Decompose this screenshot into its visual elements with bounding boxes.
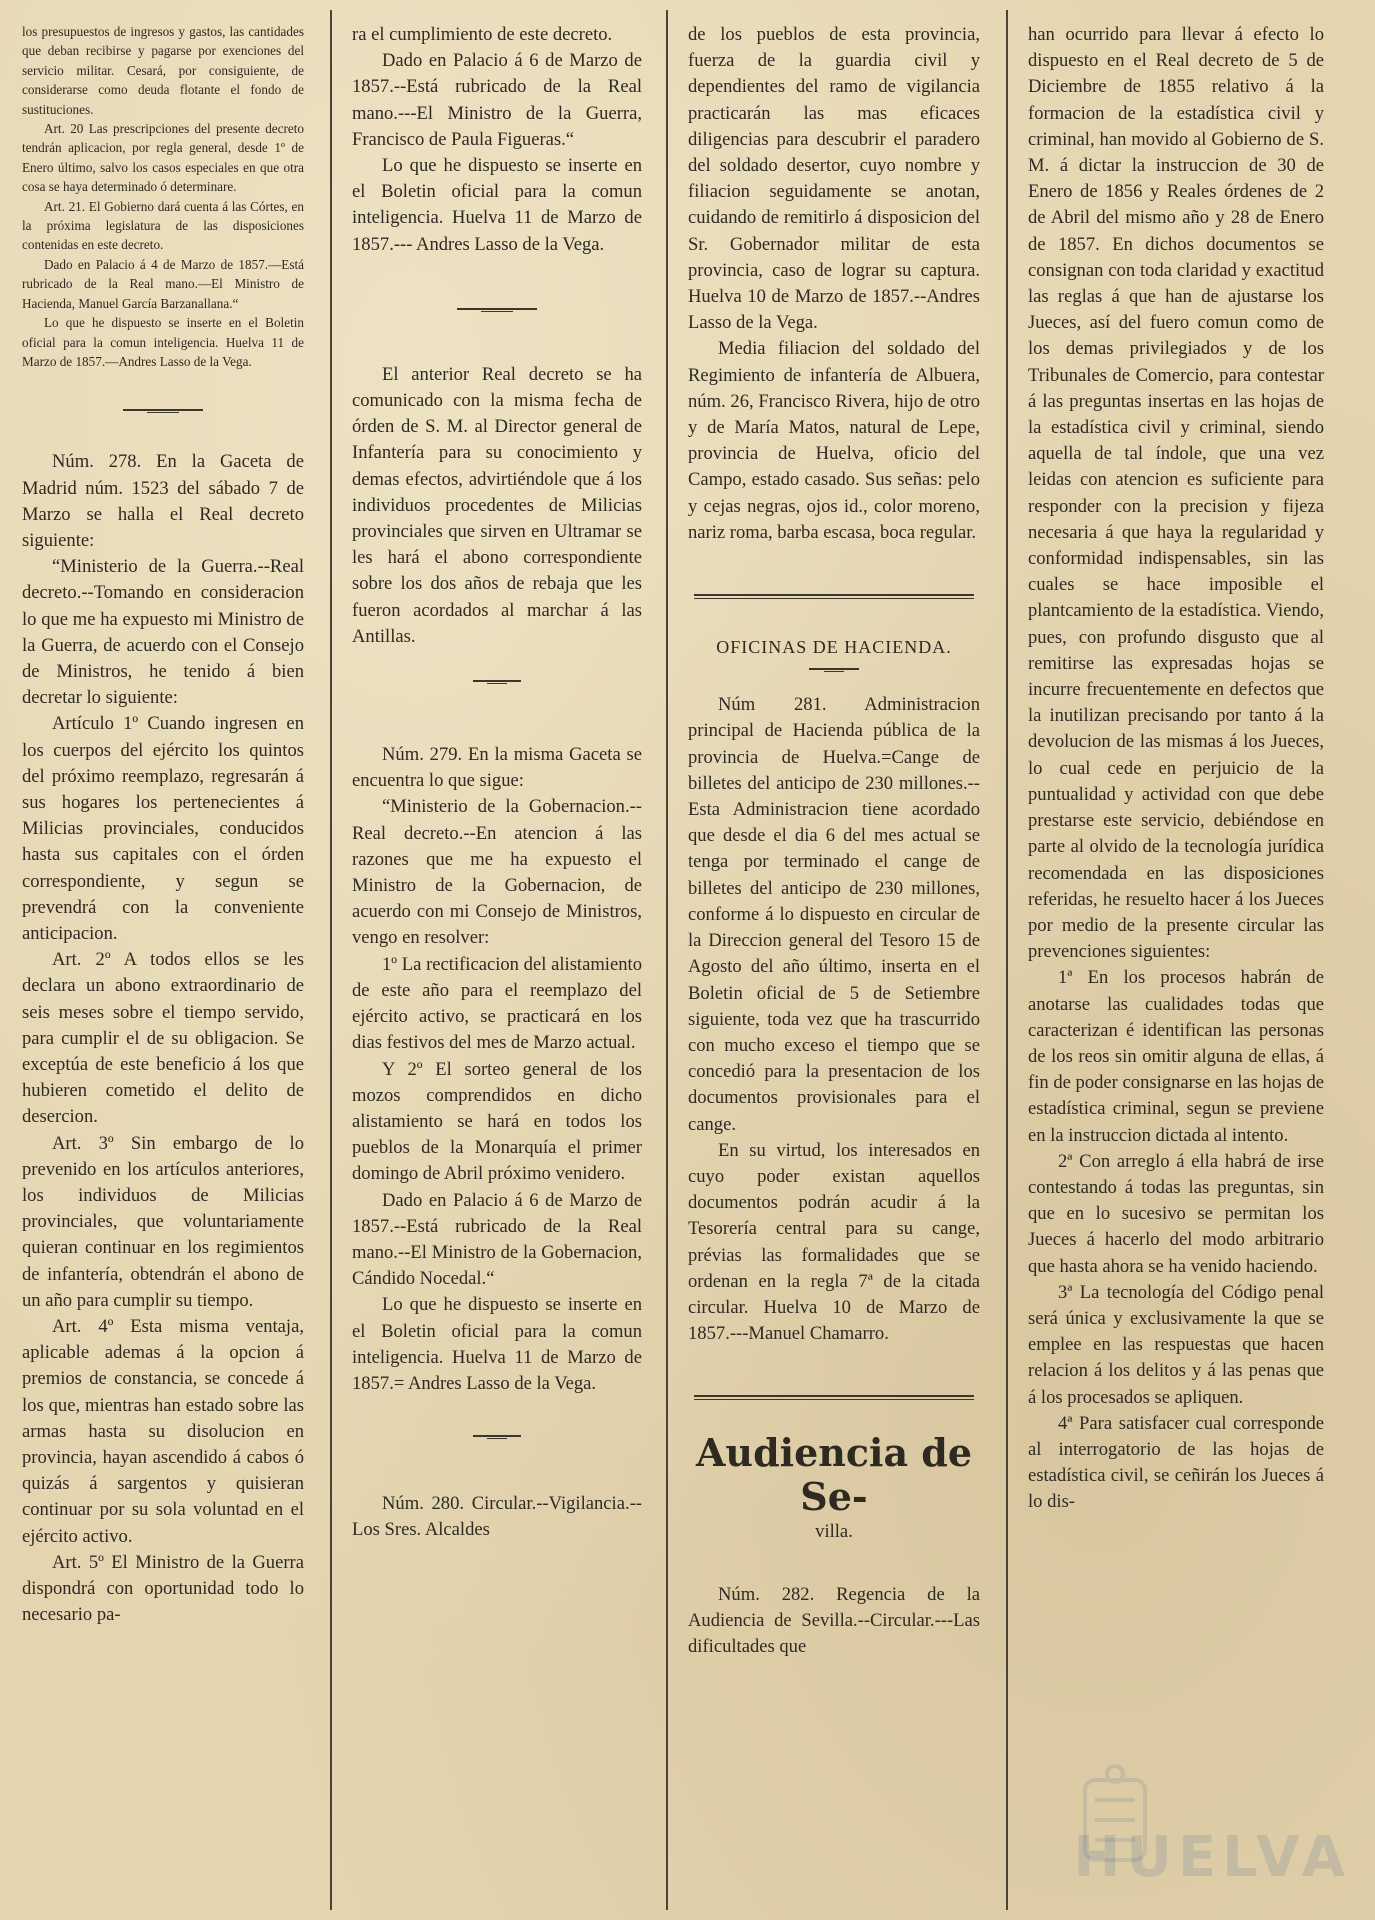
section-separator xyxy=(473,1435,521,1439)
article-block xyxy=(688,1582,980,1661)
small-print-block xyxy=(22,22,304,371)
column-rule xyxy=(1006,10,1008,1910)
paragraph: ra el cumplimiento de este decreto. xyxy=(352,24,613,45)
article-block xyxy=(352,1491,642,1543)
paragraph: de los pueblos de esta provincia, fuerza de la guardia civil y dependientes del ramo de vigilancia practicarán las mas eficaces diligencias para descubrir el paradero del soldado desertor, cuyo nombre y filiacion seguidamente se anotan, cuidando de remitirlo á disposicion del Sr. Gobernador militar de esta provincia, caso de lograr su captura. Huelva 10 de Marzo de 1857.--Andres Lasso de la Vega. xyxy=(688,24,980,334)
article-block xyxy=(1028,22,1324,1516)
paragraph: Art. 5º El Ministro de la Guerra dispondrá con oportunidad todo lo necesario pa- xyxy=(22,1551,304,1626)
watermark-text: HUELVA xyxy=(1073,1825,1351,1890)
paragraph: Núm 281. Administracion principal de Hacienda pública de la provincia de Huelva.=Cange de billetes del anticipo de 230 millones.--Esta Administracion tiene acordado que desde el dia 6 del mes actual se tenga por terminado el cange de billetes del anticipo de 230 millones, conforme á lo dispuesto en circular de la Direccion general del Tesoro 15 de Agosto del año último, inserta en el Boletin oficial de 5 de Setiembre siguiente, toda vez que ha trascurrido con mucho exceso el tiempo que se concedió para la presentacion de los documentos provisionales para el cange. xyxy=(688,694,980,1135)
section-heading: OFICINAS DE HACIENDA. xyxy=(716,637,952,658)
article-block xyxy=(688,692,980,1347)
paragraph: han ocurrido para llevar á efecto lo dispuesto en el Real decreto de 5 de Diciembre de 1855 relativo á la formacion de la estadística civil y criminal, han movido al Gobierno de S. M. á dictar la instruccion de 30 de Enero de 1856 y Reales órdenes de 2 de Abril del mismo año y 28 de Enero de 1857. En dichos documentos se consignan con toda claridad y exactitud las reglas á que han de ajustarse los Jueces, así del fuero comun como de los demas privilegiados y de los Tribunales de Comercio, para contestar á las preguntas insertas en las hojas de la estadística civil y criminal, siendo aquella de tal índole, que una vez leidas con atencion es suficiente para responder con la precision y fijeza necesaria á que haya la regularidad y conformidad indispensables, sin las cuales se hace imposible el plantcamiento de la estadística. Viendo, pues, con profundo disgusto que al remitirse las expresadas hojas se incurre frecuentemente en defectos que la inutilizan precisando por tanto á la devolucion de las mismas á los Jueces, lo cual cede en perjuicio de la puntualidad y actividad con que debe prestarse este servicio, debiéndose en parte al olvido de la tecnología jurídica recomendada en las disposiciones referidas, he resuelto hacer á los Jueces por medio de la presente circular las prevenciones siguientes: xyxy=(1028,24,1324,963)
column-3 xyxy=(688,22,980,1912)
paragraph: Dado en Palacio á 6 de Marzo de 1857.--Está rubricado de la Real mano.---El Ministro de la Guerra, Francisco de Paula Figueras.“ xyxy=(352,50,642,150)
paragraph: Y 2º El sorteo general de los mozos comprendidos en dicho alistamiento se hará en todos los pueblos de la Monarquía el primer domingo de Abril próximo venidero. xyxy=(352,1058,642,1185)
paragraph: 1º La rectificacion del alistamiento de este año para el reemplazo del ejército activo, se practicará en los dias festivos del mes de Marzo actual. xyxy=(352,953,642,1054)
paragraph: Dado en Palacio á 4 de Marzo de 1857.—Está rubricado de la Real mano.—El Ministro de Hacienda, Manuel García Barzanallana.“ xyxy=(22,256,304,311)
paragraph: Art. 3º Sin embargo de lo prevenido en los artículos anteriores, los individuos de Milicias provinciales, que voluntariamente quieran continuar en los regimientos de infantería, obtendrán el abono de un año para cumplir su tiempo. xyxy=(22,1132,304,1311)
paragraph: Lo que he dispuesto se inserte en el Boletin oficial para la comun inteligencia. Huelva 11 de Marzo de 1857.= Andres Lasso de la Vega. xyxy=(352,1294,642,1394)
paragraph: “Ministerio de la Guerra.--Real decreto.--Tomando en consideracion lo que me ha expuesto mi Ministro de la Guerra, de acuerdo con el Consejo de Ministros, he tenido á bien decretar lo siguiente: xyxy=(22,556,304,709)
paragraph: 2ª Con arreglo á ella habrá de irse contestando á todas las preguntas, sin que en lo sucesivo se permitan los Jueces á hacerlo del modo arbitrario que hasta ahora se ha venido haciendo. xyxy=(1028,1150,1324,1277)
paragraph: Art. 4º Esta misma ventaja, aplicable ademas á la opcion á premios de constancia, se concede á los que, mientras han estado sobre las armas hasta su disolucion en provincia, hayan ascendido á cabos ó quizás á sargentos y quisieran continuar por su sola voluntad en el ejército activo. xyxy=(22,1316,304,1547)
section-separator xyxy=(457,308,537,312)
paragraph: Art. 21. El Gobierno dará cuenta á las Córtes, en la próxima legislatura de las disposiciones contenidas en este decreto. xyxy=(22,198,304,253)
article-block xyxy=(688,22,980,546)
section-heading-large: Audiencia de Se- xyxy=(695,1430,973,1520)
section-heading-continuation: villa. xyxy=(815,1521,853,1543)
column-2 xyxy=(352,22,642,1912)
section-separator xyxy=(694,594,974,600)
paragraph: Art. 20 Las prescripciones del presente decreto tendrán aplicacion, por regla general, desde 1º de Enero último, salvo los casos especiales en que otra cosa se haya determinado ó determinare. xyxy=(22,121,304,195)
heading-ornament xyxy=(809,668,859,672)
article-block xyxy=(352,22,642,258)
paragraph: En su virtud, los interesados en cuyo poder existan aquellos documentos podrán acudir á la Tesorería central para su cange, prévias las formalidades que se ordenan en la regla 7ª de la citada circular. Huelva 10 de Marzo de 1857.---Manuel Chamarro. xyxy=(688,1139,980,1345)
paragraph: Media filiacion del soldado del Regimiento de infantería de Albuera, núm. 26, Francisco Rivera, hijo de otro y de María Matos, natural de Lepe, provincia de Huelva, oficio del Campo, estado casado. Sus señas: pelo y cejas negras, ojos id., color moreno, nariz roma, barba escasa, boca regular. xyxy=(688,338,980,543)
paragraph: Art. 2º A todos ellos se les declara un abono extraordinario de seis meses sobre el tiempo servido, para cumplir el de su obligacion. Se exceptúa de este beneficio á los que hubieren cometido el delito de desercion. xyxy=(22,949,304,1128)
paragraph: Lo que he dispuesto se inserte en el Boletin oficial para la comun inteligencia. Huelva 11 de Marzo de 1857.--- Andres Lasso de la Vega. xyxy=(352,155,642,255)
paragraph: Artículo 1º Cuando ingresen en los cuerpos del ejército los quintos del próximo reemplazo, regresarán á sus hogares los pertenecientes á Milicias provinciales, conducidos hasta sus capitales con el órden correspondiente, y segun se prevendrá con la conveniente anticipacion. xyxy=(22,713,304,944)
paragraph: 1ª En los procesos habrán de anotarse las cualidades todas que caracterizan é identifican las personas de los reos sin omitir alguna de ellas, á fin de poder consignarse en las hojas de estadística criminal, segun se previene en la instruccion dictada al intento. xyxy=(1028,967,1324,1146)
column-rule xyxy=(330,10,332,1910)
section-separator xyxy=(694,1395,974,1401)
paragraph: Núm. 282. Regencia de la Audiencia de Sevilla.--Circular.---Las dificultades que xyxy=(688,1583,980,1657)
paragraph: Núm. 278. En la Gaceta de Madrid núm. 1523 del sábado 7 de Marzo se halla el Real decreto siguiente: xyxy=(22,451,304,551)
paragraph: Dado en Palacio á 6 de Marzo de 1857.--Está rubricado de la Real mano.--El Ministro de la Gobernacion, Cándido Nocedal.“ xyxy=(352,1189,642,1290)
article-block xyxy=(352,362,642,650)
column-1 xyxy=(22,22,304,1912)
paragraph: 3ª La tecnología del Código penal será única y exclusivamente la que se emplee en las respuestas que hacen relacion á los delitos y á las penas que á los procesados se apliquen. xyxy=(1028,1281,1324,1408)
column-rule xyxy=(666,10,668,1910)
section-separator xyxy=(123,409,203,413)
paragraph: Núm. 280. Circular.--Vigilancia.--Los Sres. Alcaldes xyxy=(352,1493,642,1541)
article-block xyxy=(352,742,642,1397)
article-block xyxy=(22,449,304,1628)
paragraph: Núm. 279. En la misma Gaceta se encuentra lo que sigue: xyxy=(352,744,642,792)
paragraph: Lo que he dispuesto se inserte en el Boletin oficial para la comun inteligencia. Huelva 11 de Marzo de 1857.—Andres Lasso de la Vega. xyxy=(22,315,304,369)
paragraph: 4ª Para satisfacer cual corresponde al interrogatorio de las hojas de estadística civil, se ceñirán los Jueces á lo dis- xyxy=(1028,1412,1324,1513)
column-4 xyxy=(1028,22,1324,1912)
section-separator xyxy=(473,680,521,684)
paragraph: los presupuestos de ingresos y gastos, las cantidades que deban recibirse y pagarse por exenciones del servicio militar. Cesará, por consiguiente, de considerarse como deuda flotante el fondo de sustituciones. xyxy=(22,24,304,117)
paragraph: El anterior Real decreto se ha comunicado con la misma fecha de órden de S. M. al Director general de Infantería para su conocimiento y demas efectos, advirtiéndole que á los individuos procedentes de Milicias provinciales que sirven en Ultramar se les hará el abono correspondiente sobre los dos años de rebaja que les fueron acordados al marchar á las Antillas. xyxy=(352,363,642,647)
paragraph: “Ministerio de la Gobernacion.--Real decreto.--En atencion á las razones que me ha expuesto el Ministro de la Gobernacion, de acuerdo con mi Consejo de Ministros, vengo en resolver: xyxy=(352,796,642,949)
